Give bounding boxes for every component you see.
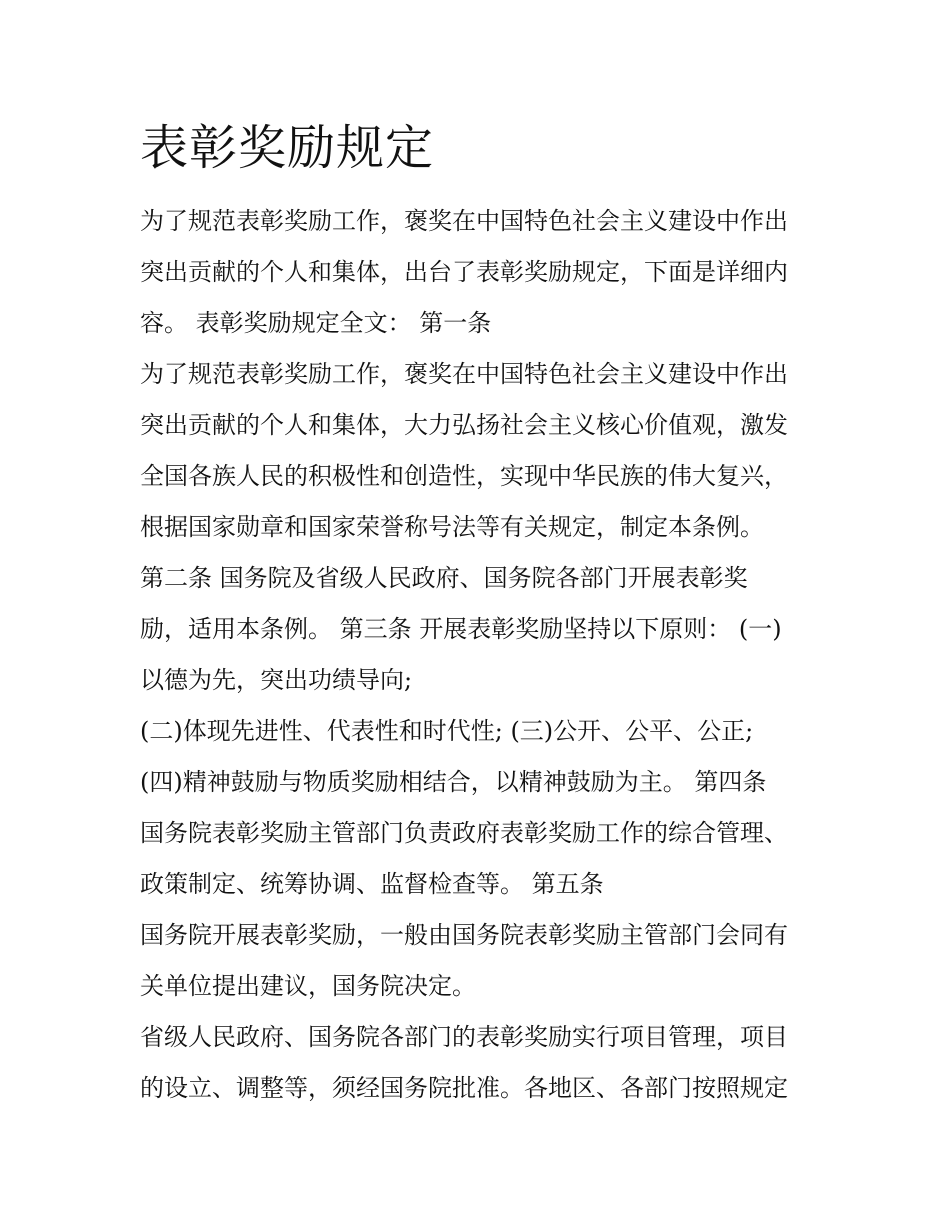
body-line: 关单位提出建议，国务院决定。 [140,972,476,1000]
body-line: 国务院表彰奖励主管部门负责政府表彰奖励工作的综合管理、 [140,819,788,847]
body-line: 为了规范表彰奖励工作，褒奖在中国特色社会主义建设中作出 [140,207,788,235]
body-line: 励，适用本条例。 第三条 开展表彰奖励坚持以下原则： (一) [140,615,782,643]
body-line: 突出贡献的个人和集体，大力弘扬社会主义核心价值观，激发 [140,411,788,439]
body-line: 政策制定、统筹协调、监督检查等。 第五条 [140,870,604,898]
body-line: 全国各族人民的积极性和创造性，实现中华民族的伟大复兴， [140,462,788,490]
document-title: 表彰奖励规定 [140,120,435,176]
body-line: 第二条 国务院及省级人民政府、国务院各部门开展表彰奖 [140,564,748,592]
body-line: (四)精神鼓励与物质奖励相结合，以精神鼓励为主。 第四条 [140,768,767,796]
body-line: (二)体现先进性、代表性和时代性; (三)公开、公平、公正; [140,717,754,745]
body-line: 的设立、调整等，须经国务院批准。各地区、各部门按照规定 [140,1074,788,1102]
body-line: 容。 表彰奖励规定全文： 第一条 [140,309,492,337]
body-line: 以德为先，突出功绩导向; [140,666,413,694]
body-line: 为了规范表彰奖励工作，褒奖在中国特色社会主义建设中作出 [140,360,788,388]
body-line: 突出贡献的个人和集体，出台了表彰奖励规定，下面是详细内 [140,258,788,286]
body-line: 国务院开展表彰奖励，一般由国务院表彰奖励主管部门会同有 [140,921,788,949]
body-line: 省级人民政府、国务院各部门的表彰奖励实行项目管理，项目 [140,1023,788,1051]
body-line: 根据国家勋章和国家荣誉称号法等有关规定，制定本条例。 [140,513,764,541]
